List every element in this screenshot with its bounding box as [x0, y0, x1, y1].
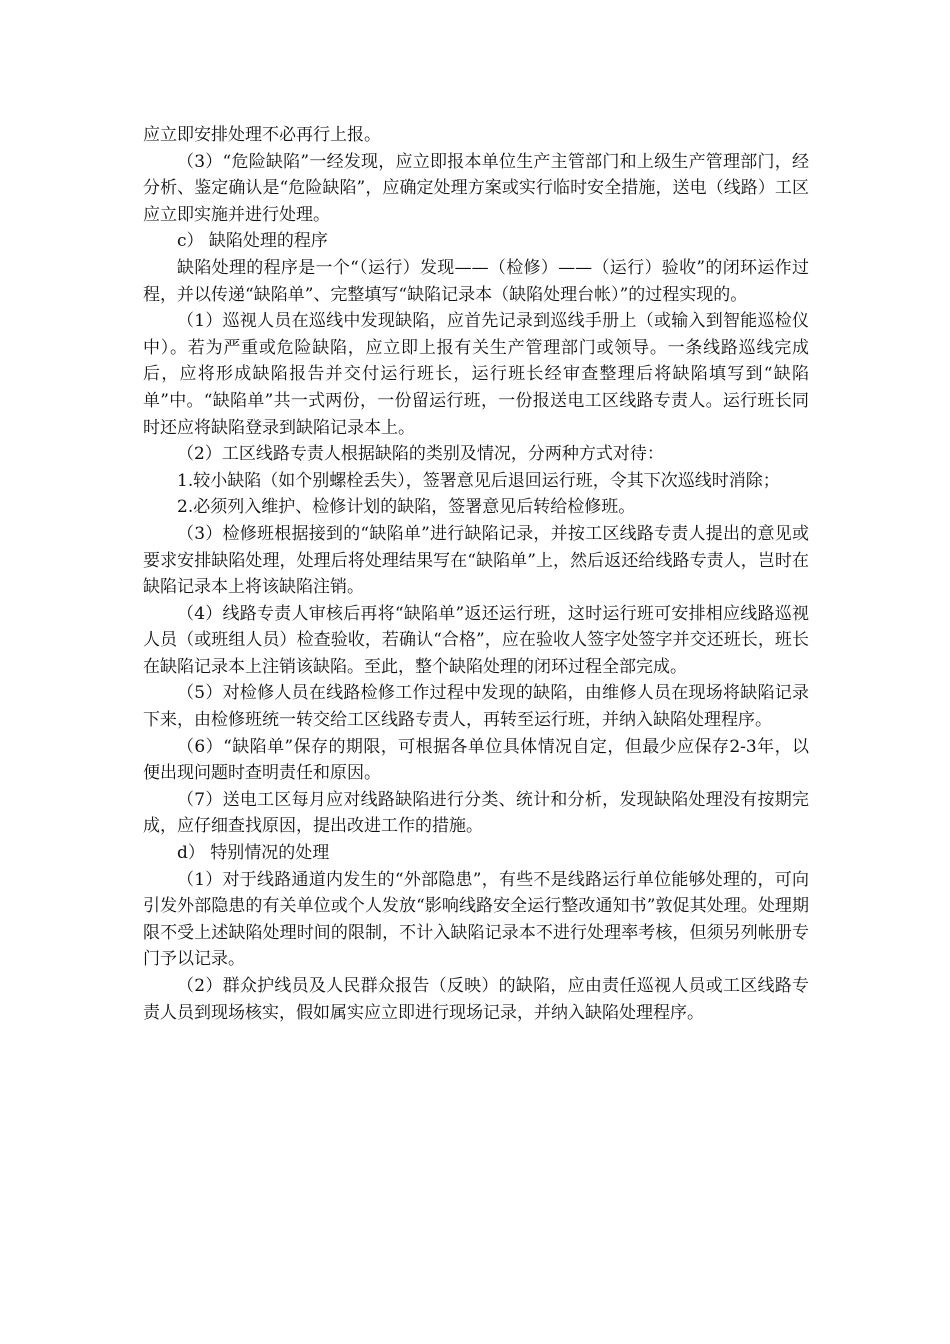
section-heading-c: c） 缺陷处理的程序	[177, 231, 328, 252]
document-body	[143, 122, 809, 1026]
paragraph-step-6: （6）“缺陷单”保存的期限，可根据各单位具体情况自定，但最少应保存2-3年，以便出现问题时查明责任和原因。	[143, 736, 809, 784]
paragraph-step-2-item-1: 1.较小缺陷（如个别螺栓丢失），签署意见后退回运行班，令其下次巡线时消除；	[177, 470, 780, 491]
paragraph-special-1: （1）对于线路通道内发生的“外部隐患”，有些不是线路运行单位能够处理的，可向引发外部隐患的有关单位或个人发放“影响线路安全运行整改通知书”敦促其处理。处理期限不受上述缺陷处理时间的限制，不计入缺陷记录本不进行处理率考核，但须另列帐册专门予以记录。	[143, 869, 809, 970]
paragraph-special-2: （2）群众护线员及人民群众报告（反映）的缺陷，应由责任巡视人员或工区线路专责人员到现场核实，假如属实应立即进行现场记录，并纳入缺陷处理程序。	[143, 976, 809, 1023]
paragraph-continuation: 应立即安排处理不必再行上报。	[143, 125, 381, 145]
paragraph-step-1: （1）巡视人员在巡线中发现缺陷，应首先记录到巡线手册上（或输入到智能巡检仪中）。若为严重或危险缺陷，应立即上报有关生产管理部门或领导。一条线路巡线完成后，应将形成缺陷报告并交付运行班长，运行班长经审查整理后将缺陷填写到“缺陷单”中。“缺陷单”共一式两份，一份留运行班，一份报送电工区线路专责人。运行班长同时还应将缺陷登录到缺陷记录本上。	[143, 311, 809, 438]
paragraph-step-2-item-2: 2.必须列入维护、检修计划的缺陷，签署意见后转给检修班。	[177, 497, 636, 518]
paragraph-procedure-intro: 缺陷处理的程序是一个“（运行）发现——（检修）——（运行）验收”的闭环运作过程，并以传递“缺陷单”、完整填写“缺陷记录本（缺陷处理台帐）”的过程实现的。	[143, 257, 809, 305]
paragraph-step-3: （3）检修班根据接到的“缺陷单”进行缺陷记录，并按工区线路专责人提出的意见或要求安排缺陷处理，处理后将处理结果写在“缺陷单”上，然后返还给线路专责人，岂时在缺陷记录本上将该缺陷注销。	[143, 523, 809, 598]
section-heading-d: d） 特别情况的处理	[177, 843, 330, 864]
paragraph-step-5: （5）对检修人员在线路检修工作过程中发现的缺陷，由维修人员在现场将缺陷记录下来，由检修班统一转交给工区线路专责人，再转至运行班，并纳入缺陷处理程序。	[143, 683, 809, 731]
paragraph-step-7: （7）送电工区每月应对线路缺陷进行分类、统计和分析，发现缺陷处理没有按期完成，应仔细查找原因，提出改进工作的措施。	[143, 789, 809, 837]
paragraph-step-2: （2）工区线路专责人根据缺陷的类别及情况，分两种方式对待：	[177, 444, 664, 465]
paragraph-step-4: （4）线路专责人审核后再将“缺陷单”返还运行班，这时运行班可安排相应线路巡视人员（或班组人员）检查验收，若确认“合格”，应在验收人签字处签字并交还班长，班长在缺陷记录本上注销该缺陷。至此，整个缺陷处理的闭环过程全部完成。	[143, 603, 809, 677]
paragraph-danger-defect: （3）“危险缺陷”一经发现，应立即报本单位生产主管部门和上级生产管理部门，经分析、鉴定确认是“危险缺陷”，应确定处理方案或实行临时安全措施，送电（线路）工区应立即实施并进行处理。	[143, 151, 809, 225]
